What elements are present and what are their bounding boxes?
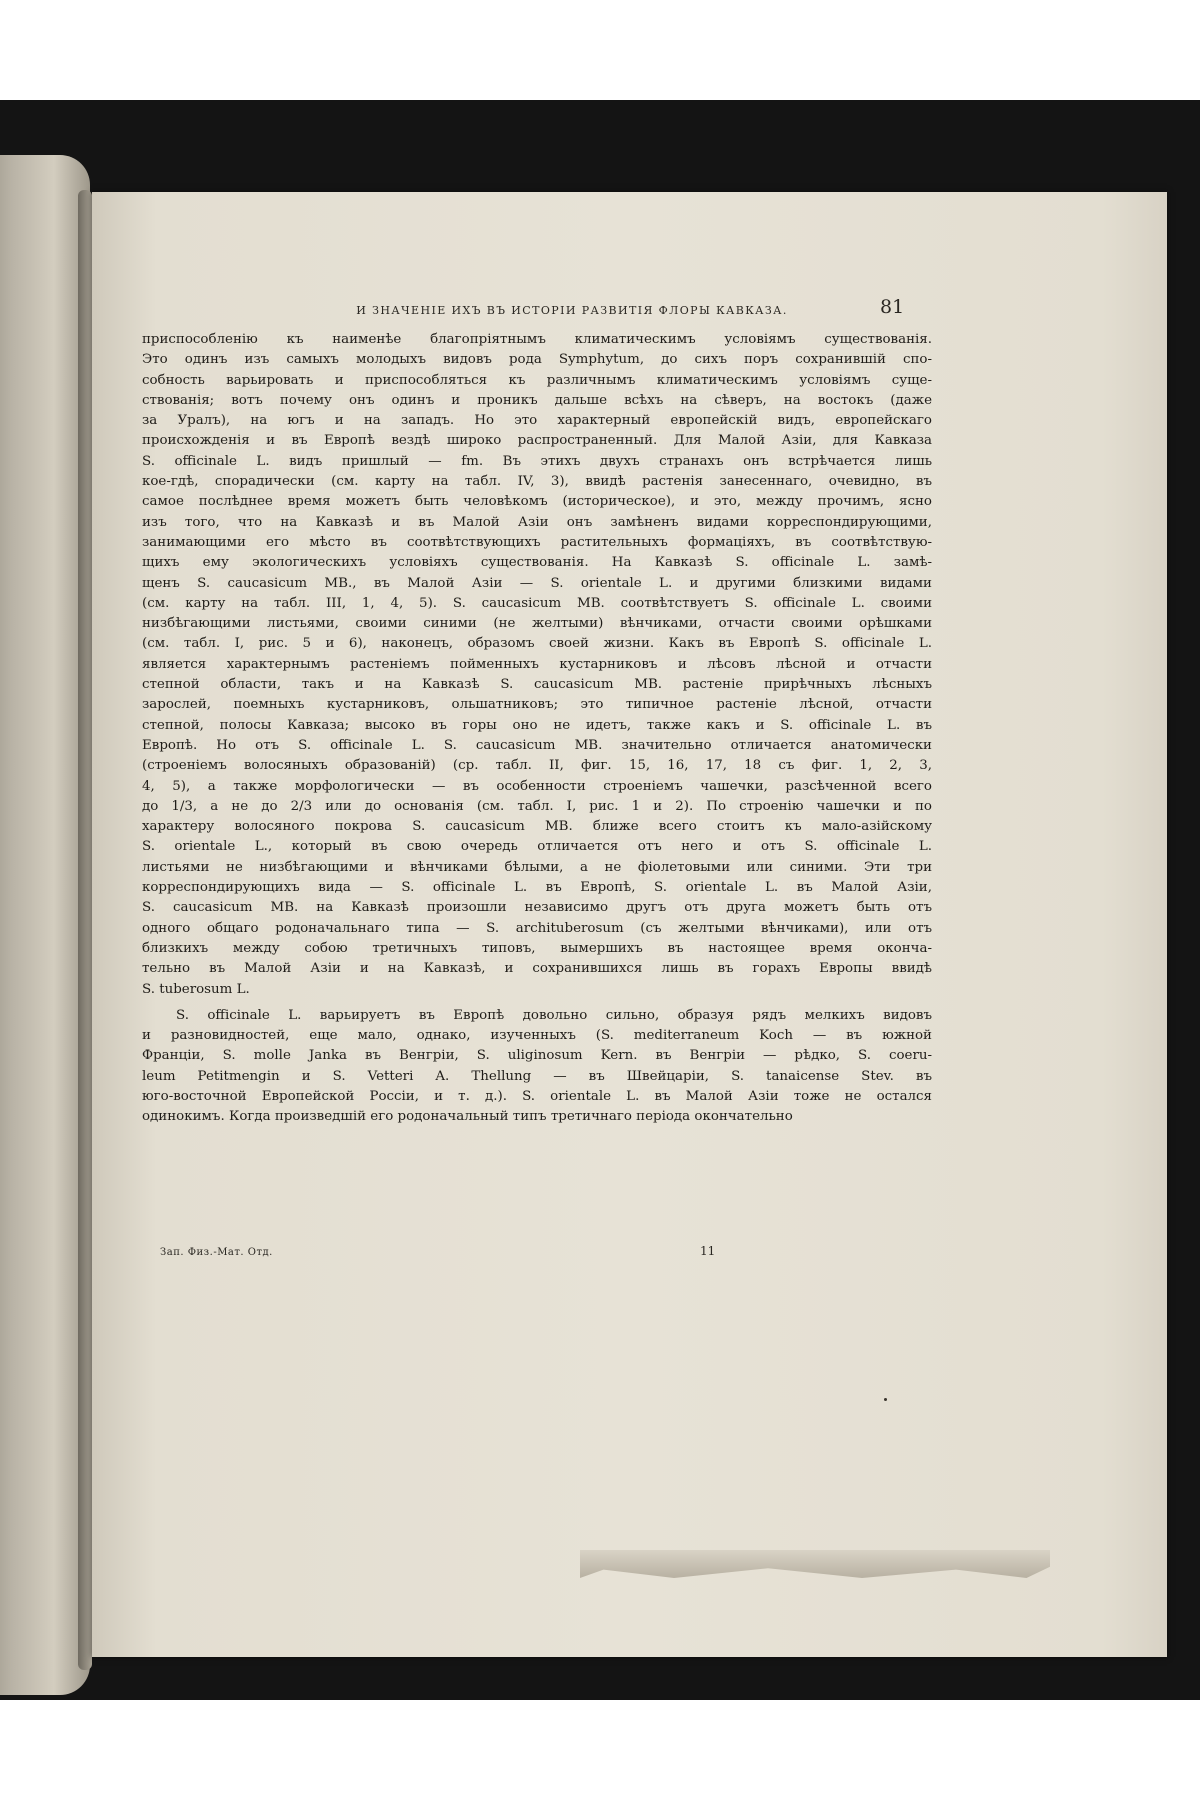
left-page-edge bbox=[0, 155, 90, 1695]
text-line: характеру волосяного покрова S. caucasicum MB. ближе всего стоитъ къ мало-азійскому bbox=[142, 819, 932, 835]
text-line: самое послѣднее время можетъ быть человѣкомъ (историческое), и это, между прочимъ, ясно bbox=[142, 494, 932, 510]
text-line: до 1/3, а не до 2/3 или до основанія (см. табл. I, рис. 1 и 2). По строенію чашечки и по bbox=[142, 798, 932, 814]
paragraph-1 bbox=[142, 330, 932, 1000]
page-number: 81 bbox=[880, 296, 905, 318]
text-line: листьями не низбѣгающими и вѣнчиками бѣлыми, а не фіолетовыми или синими. Эти три bbox=[142, 859, 932, 875]
text-line: тельно въ Малой Азіи и на Кавказѣ, и сохранившихся лишь въ горахъ Европы ввидѣ bbox=[142, 961, 932, 977]
text-line: юго-восточной Европейской Россіи, и т. д.). S. orientale L. въ Малой Азіи тоже не остался bbox=[142, 1088, 932, 1104]
text-line: корреспондирующихъ вида — S. officinale L. въ Европѣ, S. orientale L. въ Малой Азіи, bbox=[142, 880, 932, 896]
text-line: изъ того, что на Кавказѣ и въ Малой Азіи онъ замѣненъ видами корреспондирующими, bbox=[142, 514, 932, 530]
text-line: кое-гдѣ, спорадически (см. карту на табл. IV, 3), ввидѣ растенія занесеннаго, очевидно, въ bbox=[142, 474, 932, 490]
text-line: ствованія; вотъ почему онъ одинъ и проникъ дальше всѣхъ на сѣверъ, на востокъ (даже bbox=[142, 392, 932, 408]
text-line: происхожденія и въ Европѣ вездѣ широко распространенный. Для Малой Азіи, для Кавказа bbox=[142, 433, 932, 449]
footer-journal-title: Зап. Физ.-Мат. Отд. bbox=[160, 1247, 273, 1258]
body-text bbox=[142, 330, 932, 1128]
text-line: S. officinale L. видъ пришлый — fm. Въ этихъ двухъ странахъ онъ встрѣчается лишь bbox=[142, 453, 932, 469]
text-line: (см. табл. I, рис. 5 и 6), наконецъ, образомъ своей жизни. Какъ въ Европѣ S. officinale L. bbox=[142, 636, 932, 652]
text-line: одинокимъ. Когда произведшій его родоначальный типъ третичнаго періода окончательно bbox=[142, 1109, 793, 1125]
text-line: S. tuberosum L. bbox=[142, 981, 250, 997]
text-line: щенъ S. caucasicum MB., въ Малой Азіи — S. orientale L. и другими близкими видами bbox=[142, 575, 932, 591]
text-line: (см. карту на табл. III, 1, 4, 5). S. caucasicum MB. соотвѣтствуетъ S. officinale L. своими bbox=[142, 595, 932, 611]
text-line: leum Petitmengin и S. Vetteri A. Thellung — въ Швейцаріи, S. tanaicense Stev. въ bbox=[142, 1068, 932, 1084]
text-line: S. orientale L., который въ свою очередь отличается отъ него и отъ S. officinale L. bbox=[142, 839, 932, 855]
text-line: зарослей, поемныхъ кустарниковъ, ольшатниковъ; это типичное растеніе лѣсной, отчасти bbox=[142, 697, 932, 713]
text-line: щихъ ему экологическихъ условіяхъ существованія. На Кавказѣ S. officinale L. замѣ- bbox=[142, 555, 932, 571]
paragraph-2 bbox=[142, 1006, 932, 1128]
text-line: степной, полосы Кавказа; высоко въ горы оно не идетъ, также какъ и S. officinale L. въ bbox=[142, 717, 932, 733]
text-line: степной области, такъ и на Кавказѣ S. caucasicum MB. растеніе прирѣчныхъ лѣсныхъ bbox=[142, 677, 932, 693]
text-line: за Уралъ), на югъ и на западъ. Но это характерный европейскій видъ, европейскаго bbox=[142, 413, 932, 429]
book-spine-shadow bbox=[78, 190, 92, 1670]
text-line: Европѣ. Но отъ S. officinale L. S. caucasicum MB. значительно отличается анатомически bbox=[142, 737, 932, 753]
text-line: одного общаго родоначальнаго типа — S. archituberosum (съ желтыми вѣнчиками), или отъ bbox=[142, 920, 932, 936]
text-line: Это одинъ изъ самыхъ молодыхъ видовъ рода Symphytum, до сихъ поръ сохранившій спо- bbox=[142, 352, 932, 368]
text-line: (строеніемъ волосяныхъ образованій) (ср. табл. II, фиг. 15, 16, 17, 18 съ фиг. 1, 2, 3, bbox=[142, 758, 932, 774]
running-head: И ЗНАЧЕНІЕ ИХЪ ВЪ ИСТОРІИ РАЗВИТІЯ ФЛОРЫ КАВКАЗА. bbox=[356, 304, 788, 317]
text-line: S. caucasicum MB. на Кавказѣ произошли независимо другъ отъ друга можетъ быть отъ bbox=[142, 900, 932, 916]
text-line: приспособленію къ наименѣе благопріятнымъ климатическимъ условіямъ существованія. bbox=[142, 332, 932, 347]
text-line: Франціи, S. molle Janka въ Венгріи, S. uliginosum Kern. въ Венгріи — рѣдко, S. coeru- bbox=[142, 1048, 932, 1064]
text-line: является характернымъ растеніемъ пойменныхъ кустарниковъ и лѣсовъ лѣсной и отчасти bbox=[142, 656, 932, 672]
text-line: 4, 5), а также морфологически — въ особенности строеніемъ чашечки, разсѣченной всего bbox=[142, 778, 932, 794]
text-line: собность варьировать и приспособляться къ различнымъ климатическимъ условіямъ суще- bbox=[142, 372, 932, 388]
text-line: занимающими его мѣсто въ соотвѣтствующихъ растительныхъ формаціяхъ, въ соотвѣтствую- bbox=[142, 534, 932, 550]
text-line: низбѣгающими листьями, своими синими (не желтыми) вѣнчиками, отчасти своими орѣшками bbox=[142, 616, 932, 632]
footer-signature-number: 11 bbox=[700, 1244, 716, 1258]
paper-speck bbox=[884, 1398, 887, 1401]
text-line: S. officinale L. варьируетъ въ Европѣ довольно сильно, образуя рядъ мелкихъ видовъ bbox=[176, 1007, 932, 1023]
text-line: и разновидностей, еще мало, однако, изученныхъ (S. mediterraneum Koch — въ южной bbox=[142, 1028, 932, 1044]
text-line: близкихъ между собою третичныхъ типовъ, вымершихъ въ настоящее время оконча- bbox=[142, 940, 932, 956]
